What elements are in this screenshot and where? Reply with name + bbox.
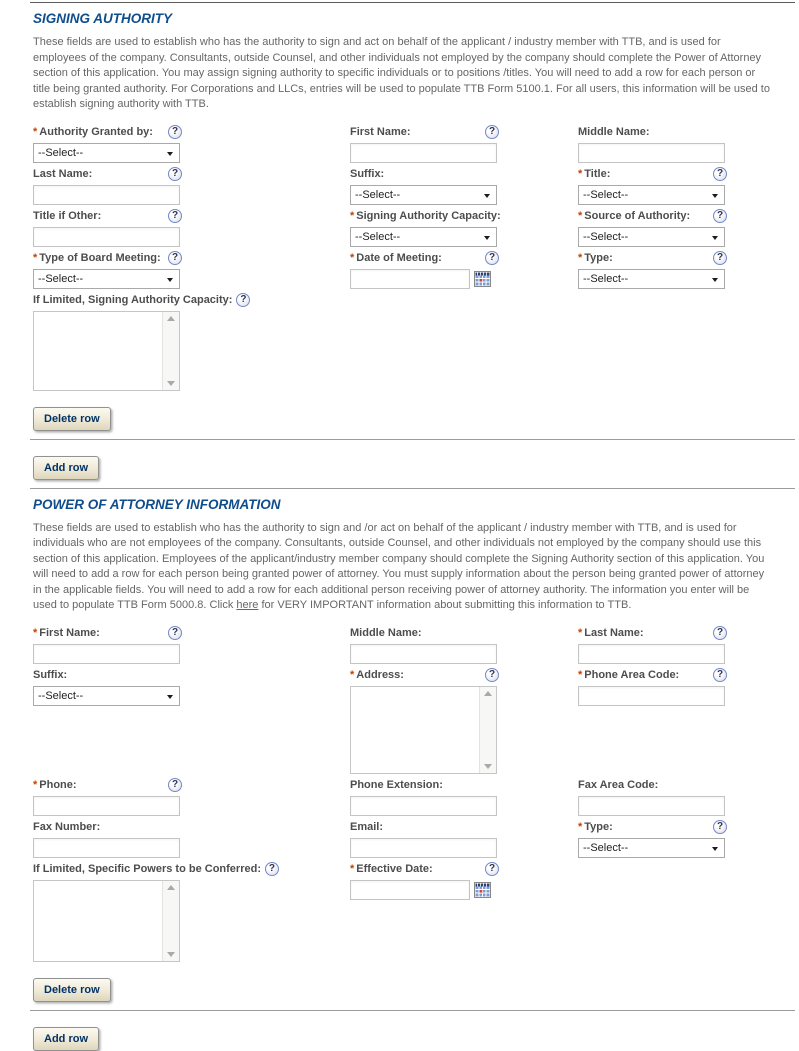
field-last-name [578,626,795,664]
field-label [33,669,67,681]
required-asterisk: * [578,252,583,264]
signing-authority-capacity-select-wrap [350,227,497,247]
address-textarea-box [350,686,497,774]
help-icon[interactable]: ? [168,167,182,181]
field-label-row [350,125,499,140]
delete-row-button[interactable]: Delete row [33,407,111,431]
calendar-icon[interactable] [474,271,491,287]
field-type-of-board-meeting [33,251,350,289]
type-select-wrap [578,838,725,858]
address-textarea[interactable] [351,687,479,773]
field-label [33,627,100,639]
field-label [33,168,92,180]
scroll-up-arrow-icon [167,316,175,321]
calendar-icon-glyph [474,271,491,287]
help-icon[interactable]: ? [168,778,182,792]
scroll-down-arrow-icon [484,764,492,769]
date-of-meeting-input[interactable] [350,269,470,289]
power-of-attorney-field-grid [33,626,795,962]
section-divider [30,488,795,489]
if-limited-specific-powers-textarea-box [33,880,180,962]
field-suffix [350,167,578,205]
field-label-row [350,862,499,877]
help-icon[interactable]: ? [265,862,279,876]
field-label-row [350,167,499,182]
field-last-name [33,167,350,205]
form-page [30,2,795,1051]
scrollbar[interactable] [479,687,496,773]
field-label-row [350,626,499,641]
field-label-row [578,125,727,140]
field-label-text: Phone: [39,779,77,791]
field-phone-extension [350,778,578,816]
signing-authority-field-grid [33,125,795,391]
field-label-text: Email: [350,821,384,833]
authority-granted-by-select-wrap [33,143,180,163]
field-label-row [33,626,182,641]
field-label-text: Middle Name: [350,627,422,639]
power-of-attorney-section [30,497,795,1051]
field-label-text: Phone Area Code: [584,669,680,681]
field-label [350,126,411,138]
field-label [350,863,433,875]
scroll-down-arrow-icon [167,381,175,386]
field-label-text: Fax Number: [33,821,101,833]
field-label [350,669,404,681]
field-label-row [33,668,182,683]
help-icon[interactable]: ? [168,251,182,265]
if-limited-signing-authority-capacity-textarea-box [33,311,180,391]
field-label-text: Suffix: [33,669,68,681]
email-input[interactable] [350,838,497,858]
field-label-row [33,778,182,793]
field-label [578,669,679,681]
field-label [33,821,100,833]
section-title-signing-authority: SIGNING AUTHORITY [33,11,173,26]
here-link[interactable]: here [236,599,259,611]
section-title-power-of-attorney: POWER OF ATTORNEY INFORMATION [33,496,281,512]
field-phone-area-code [578,668,795,706]
field-authority-granted-by [33,125,350,163]
effective-date-date-field [350,880,578,900]
help-icon[interactable]: ? [713,167,727,181]
field-label [578,210,690,222]
field-first-name [350,125,578,163]
field-label [578,168,610,180]
description-text: for VERY IMPORTANT information about submitting this information to TTB. [258,599,632,611]
field-label-row [350,251,499,266]
if-limited-specific-powers-textarea[interactable] [34,881,162,961]
help-icon[interactable]: ? [236,293,250,307]
field-effective-date [350,862,578,900]
required-asterisk: * [578,669,583,681]
field-label-text: Effective Date: [356,863,433,875]
type-select-wrap [578,269,725,289]
field-phone [33,778,350,816]
field-label-text: Authority Granted by: [39,126,153,138]
suffix-select-wrap [33,686,180,706]
phone-area-code-input[interactable] [578,686,725,706]
field-label [578,627,644,639]
source-of-authority-select-wrap [578,227,725,247]
field-label-row [578,668,727,683]
field-label [33,294,232,306]
signing-authority-section [30,11,795,489]
description-text: These fields are used to establish who has the authority to sign and /or act on behalf of the applicant / industry member with TTB, and is used for individuals who are not employees of the company. Consultants, outside Counsel, and other individuals not employed by the company should use this section of this application. Employees of the applicant/industry member company should complete the Signing Authority section of this application. You will need to add a row for each person being granted power of attorney. You must supply information about the person being granted power of attorney in the applicable fields. You will need to add a row for each additional person receiving power of attorney authority. The information you enter will be used to populate TTB Form 5000.8. Click [33,521,765,611]
field-signing-authority-capacity [350,209,578,247]
field-label-row [350,668,499,683]
field-label-text: Middle Name: [578,126,650,138]
field-label-row [578,209,727,224]
field-type [578,251,795,289]
field-label [33,126,153,138]
scroll-down-arrow-icon [167,952,175,957]
authority-granted-by-select[interactable] [34,144,179,162]
help-icon[interactable]: ? [713,820,727,834]
scrollbar[interactable] [162,312,179,390]
field-label [33,210,101,222]
help-icon[interactable]: ? [485,668,499,682]
field-label-text: Suffix: [350,168,385,180]
title-select-wrap [578,185,725,205]
date-of-meeting-date-field [350,269,578,289]
required-asterisk: * [350,252,355,264]
fax-area-code-input[interactable] [578,796,725,816]
field-label-row [578,251,727,266]
required-asterisk: * [33,627,38,639]
field-label-row [33,125,182,140]
effective-date-input[interactable] [350,880,470,900]
field-label-row [33,293,250,308]
field-first-name [33,626,350,664]
field-label [578,252,613,264]
field-label-row [33,862,279,877]
field-label [350,627,422,639]
calendar-icon[interactable] [474,882,491,898]
field-label [350,168,384,180]
field-label-row [578,626,727,641]
field-label-row [350,820,499,835]
signing-authority-description: These fields are used to establish who has the authority to sign and act on behalf of the applicant / industry member with TTB, and is used for employees of the company. Consultants, outside Counsel, and other individuals not employed by the company should complete the Power of Attorney section of this application. You may assign signing authority to specific individuals or to positions /titles. You will need to add a row for each person or title being granted authority. For Corporations and LLCs, entries will be used to populate TTB Form 5100.1. For all users, this information will be used to establish signing authority with TTB. [33,36,770,110]
field-label [578,779,658,791]
field-email [350,820,578,858]
field-label-text: Last Name: [584,627,644,639]
field-date-of-meeting [350,251,578,289]
field-label [350,779,443,791]
field-fax-number [33,820,350,858]
field-label-text: Address: [356,669,404,681]
help-icon[interactable]: ? [713,209,727,223]
divider [30,1010,795,1011]
title-if-other-input[interactable] [33,227,180,247]
field-label-row [578,167,727,182]
fax-number-input[interactable] [33,838,180,858]
field-label-text: Source of Authority: [584,210,691,222]
field-label [33,863,261,875]
phone-extension-input[interactable] [350,796,497,816]
required-asterisk: * [33,252,38,264]
first-name-input[interactable] [350,143,497,163]
help-icon[interactable]: ? [713,626,727,640]
field-label-text: Title: [584,168,611,180]
middle-name-input[interactable] [350,644,497,664]
help-icon[interactable]: ? [168,626,182,640]
power-of-attorney-description [33,521,773,614]
required-asterisk: * [33,779,38,791]
title-select[interactable] [579,186,724,204]
source-of-authority-select[interactable] [579,228,724,246]
last-name-input[interactable] [33,185,180,205]
field-suffix [33,668,350,706]
field-label-text: Title if Other: [33,210,102,222]
field-type [578,820,795,858]
required-asterisk: * [350,863,355,875]
field-label-row [350,209,501,224]
help-icon[interactable]: ? [713,251,727,265]
field-label-row [33,820,182,835]
field-label-text: Type: [584,252,613,264]
field-if-limited-signing-authority-capacity [33,293,350,391]
add-row-button[interactable]: Add row [33,1027,99,1051]
field-label-text: Type of Board Meeting: [39,252,161,264]
field-title-if-other [33,209,350,247]
field-label [578,821,613,833]
help-icon[interactable]: ? [485,251,499,265]
suffix-select[interactable] [34,687,179,705]
scrollbar[interactable] [162,881,179,961]
field-label-text: If Limited, Specific Powers to be Conferred: [33,863,261,875]
field-label-row [578,778,727,793]
required-asterisk: * [578,627,583,639]
field-label-row [578,820,727,835]
field-if-limited-specific-powers [33,862,350,962]
field-label-text: Last Name: [33,168,93,180]
field-label-text: First Name: [350,126,411,138]
field-label-row [350,778,499,793]
last-name-input[interactable] [578,644,725,664]
field-label-text: Type: [584,821,613,833]
delete-row-button[interactable]: Delete row [33,978,111,1002]
required-asterisk: * [350,210,355,222]
help-icon[interactable]: ? [713,668,727,682]
field-source-of-authority [578,209,795,247]
field-address [350,668,578,774]
help-icon[interactable]: ? [168,125,182,139]
if-limited-signing-authority-capacity-textarea[interactable] [34,312,162,390]
field-label [350,252,442,264]
field-label [350,210,501,222]
field-label-row [33,167,182,182]
field-label-text: Date of Meeting: [356,252,442,264]
calendar-icon-glyph [474,882,491,898]
field-title [578,167,795,205]
type-of-board-meeting-select[interactable] [34,270,179,288]
field-label-text: Signing Authority Capacity: [356,210,501,222]
required-asterisk: * [33,126,38,138]
field-label-text: Phone Extension: [350,779,443,791]
type-select[interactable] [579,270,724,288]
field-label [578,126,650,138]
scroll-up-arrow-icon [484,691,492,696]
middle-name-input[interactable] [578,143,725,163]
field-label-text: Fax Area Code: [578,779,659,791]
required-asterisk: * [578,821,583,833]
help-icon[interactable]: ? [168,209,182,223]
suffix-select[interactable] [351,186,496,204]
first-name-input[interactable] [33,644,180,664]
type-of-board-meeting-select-wrap [33,269,180,289]
add-row-button[interactable]: Add row [33,456,99,480]
type-select[interactable] [579,839,724,857]
field-label [33,252,161,264]
field-label-row [33,251,182,266]
field-middle-name [578,125,795,163]
divider [30,439,795,440]
required-asterisk: * [578,210,583,222]
signing-authority-capacity-select[interactable] [351,228,496,246]
field-label [350,821,383,833]
field-label-text: First Name: [39,627,100,639]
suffix-select-wrap [350,185,497,205]
phone-input[interactable] [33,796,180,816]
field-label-text: If Limited, Signing Authority Capacity: [33,294,233,306]
required-asterisk: * [578,168,583,180]
required-asterisk: * [350,669,355,681]
field-fax-area-code [578,778,795,816]
scroll-up-arrow-icon [167,885,175,890]
help-icon[interactable]: ? [485,125,499,139]
field-label-row [33,209,182,224]
field-label [33,779,77,791]
field-middle-name [350,626,578,664]
help-icon[interactable]: ? [485,862,499,876]
